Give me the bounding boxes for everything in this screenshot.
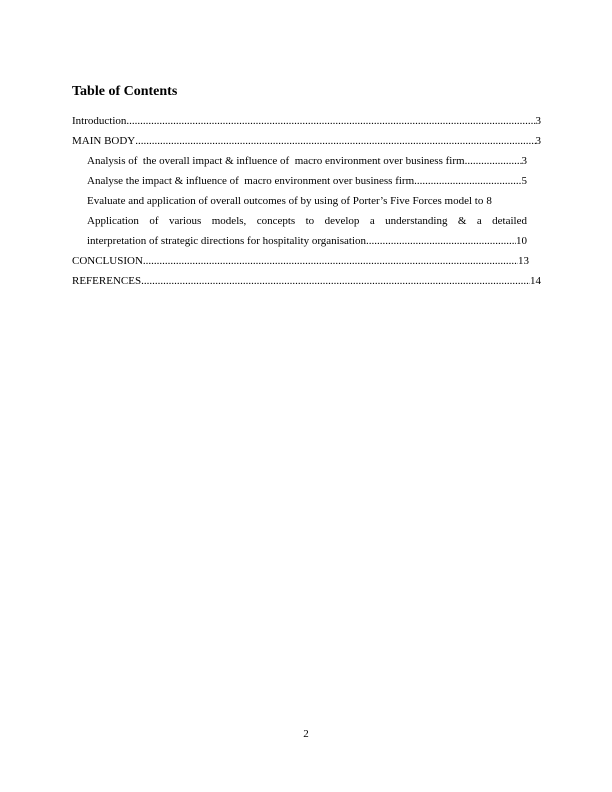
toc-entry-analysis-overall-impact[interactable] bbox=[87, 151, 527, 171]
toc-entry-application-models-line2[interactable] bbox=[87, 231, 527, 251]
toc-entry-label: Introduction bbox=[72, 115, 127, 127]
toc-entry-main-body[interactable] bbox=[72, 131, 541, 151]
toc-entry-label: Application of various models, concepts to develop a understanding & a detailed bbox=[87, 215, 527, 227]
toc-entry-label: MAIN BODY bbox=[72, 135, 136, 147]
dot-leader bbox=[141, 271, 530, 291]
dot-leader bbox=[135, 131, 535, 151]
toc-entry-label: Evaluate and application of overall outcomes of by using of Porter’s Five Forces model to bbox=[87, 195, 484, 207]
toc-entry-page: 3 bbox=[535, 115, 541, 127]
toc-entry-page: 13 bbox=[518, 255, 529, 267]
toc-entry-label: Analysis of the overall impact & influence of macro environment over business firm bbox=[87, 155, 465, 167]
toc-entry-page: 5 bbox=[521, 175, 527, 187]
dot-leader bbox=[414, 171, 521, 191]
dot-leader bbox=[366, 231, 516, 251]
toc-entry-label: Analyse the impact & influence of macro environment over business firm bbox=[87, 175, 415, 187]
toc-title: Table of Contents bbox=[72, 84, 178, 99]
toc-entry-page: 10 bbox=[516, 235, 527, 247]
toc-entry-page: 8 bbox=[486, 195, 492, 207]
table-of-contents bbox=[72, 111, 541, 291]
toc-entry-references[interactable] bbox=[72, 271, 541, 291]
toc-entry-label: interpretation of strategic directions for hospitality organisation bbox=[87, 235, 367, 247]
toc-entry-page: 3 bbox=[521, 155, 527, 167]
toc-entry-application-models-line1[interactable] bbox=[87, 211, 527, 231]
toc-entry-conclusion[interactable] bbox=[72, 251, 529, 271]
dot-leader bbox=[465, 151, 522, 171]
toc-entry-porters-five-forces[interactable] bbox=[87, 191, 527, 211]
toc-entry-page: 3 bbox=[535, 135, 541, 147]
dot-leader bbox=[126, 111, 535, 131]
toc-entry-label: REFERENCES bbox=[72, 275, 142, 287]
toc-entry-label: CONCLUSION bbox=[72, 255, 143, 267]
toc-entry-introduction[interactable] bbox=[72, 111, 541, 131]
toc-entry-page: 14 bbox=[530, 275, 541, 287]
page-number: 2 bbox=[303, 728, 309, 740]
toc-entry-analyse-impact[interactable] bbox=[87, 171, 527, 191]
dot-leader bbox=[143, 251, 518, 271]
